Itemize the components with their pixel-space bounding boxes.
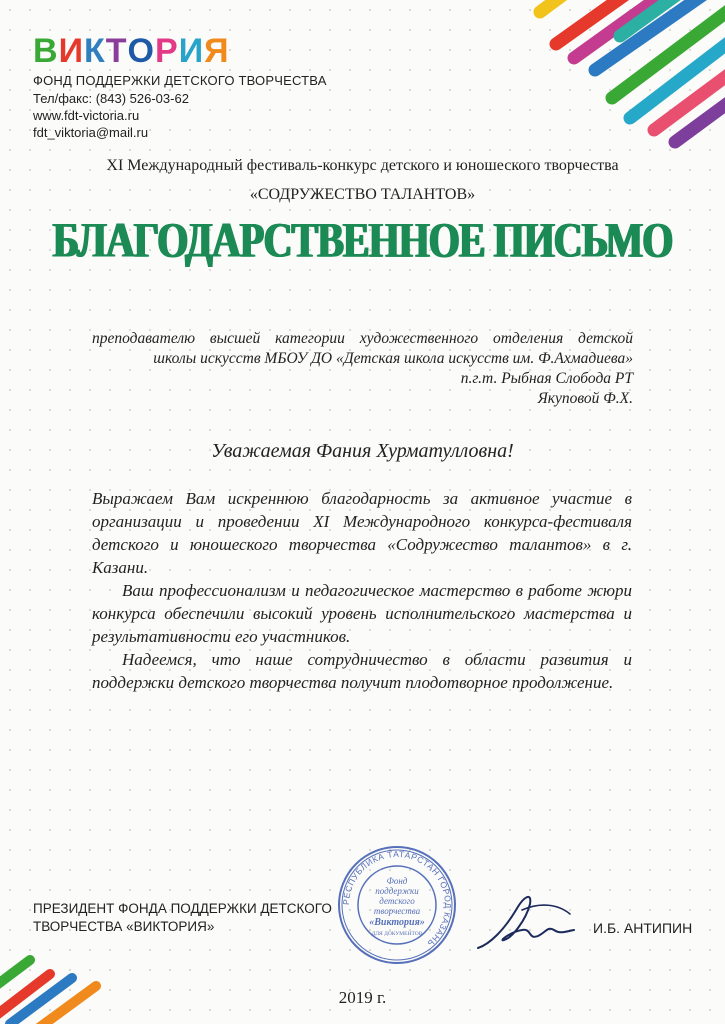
org-phone: Тел/факс: (843) 526-03-62 — [33, 91, 189, 106]
logo-viktoria — [33, 34, 230, 68]
stamp-center-5: «Виктория» — [369, 917, 425, 928]
stamp-outer-text: РЕСПУБЛИКА ТАТАРСТАН ГОРОД КАЗАНЬ — [340, 848, 454, 949]
document-title: БЛАГОДАРСТВЕННОЕ ПИСЬМО — [52, 211, 673, 268]
festival-line: XI Международный фестиваль-конкурс детского и юношеского творчества — [106, 157, 619, 174]
signer-title-line-1: ПРЕЗИДЕНТ ФОНДА ПОДДЕРЖКИ ДЕТСКОГО — [33, 901, 332, 916]
body-paragraph-2: Ваш профессионализм и педагогическое мастерство в работе жюри конкурса обеспечили высокий уровень исполнительского мастерства и результативности его участников. — [92, 581, 632, 646]
body-paragraph-1: Выражаем Вам искреннюю благодарность за активное участие в организации и проведении XI Международного конкурса-фестиваля детского и юношеского творчества «Содружество талантов» в г. Казани. — [92, 489, 632, 577]
body-paragraph-3: Надеемся, что наше сотрудничество в области развития и поддержки детского творчества получит плодотворное продолжение. — [92, 650, 632, 692]
stamp-center-2: поддержки — [375, 886, 419, 896]
logo-letter: Р — [155, 32, 179, 70]
org-website: www.fdt-victoria.ru — [33, 108, 140, 123]
signer-title-line-2: ТВОРЧЕСТВА «ВИКТОРИЯ» — [33, 919, 215, 934]
decorative-stripes-bottom-left — [0, 950, 110, 1024]
logo-letter: В — [33, 32, 59, 70]
addressee-line-4: Якуповой Ф.Х. — [537, 390, 633, 407]
logo-letter: Я — [204, 32, 230, 70]
logo-letter: О — [127, 32, 155, 70]
logo-letter: И — [178, 32, 205, 70]
logo-letter: Т — [105, 32, 128, 70]
signer-name: И.Б. АНТИПИН — [593, 920, 693, 936]
addressee-line-1: преподавателю высшей категории художественного отделения детской — [92, 330, 633, 347]
org-name: ФОНД ПОДДЕРЖКИ ДЕТСКОГО ТВОРЧЕСТВА — [33, 73, 327, 88]
contest-name: «СОДРУЖЕСТВО ТАЛАНТОВ» — [249, 186, 476, 203]
salutation: Уважаемая Фания Хурматулловна! — [211, 440, 514, 462]
logo-letter: И — [58, 32, 84, 70]
handwritten-signature — [470, 880, 585, 960]
org-email: fdt_viktoria@mail.ru — [33, 125, 149, 140]
stamp-center-1: Фонд — [386, 876, 408, 886]
letter-year: 2019 г. — [338, 988, 387, 1007]
official-stamp — [336, 844, 458, 966]
decorative-stripes-top-right — [470, 0, 725, 150]
addressee-line-3: п.г.т. Рыбная Слобода РТ — [460, 370, 633, 387]
addressee-line-2: школы искусств МБОУ ДО «Детская школа искусств им. Ф.Ахмадиева» — [153, 350, 633, 367]
stamp-center-6: ДЛЯ ДОКУМЕНТОВ — [371, 931, 423, 937]
letter-body — [92, 487, 632, 694]
stamp-center-4: творчества — [373, 906, 421, 916]
stamp-center-3: детского — [379, 896, 415, 906]
signer-title — [33, 900, 332, 936]
logo-letter: К — [84, 32, 106, 70]
